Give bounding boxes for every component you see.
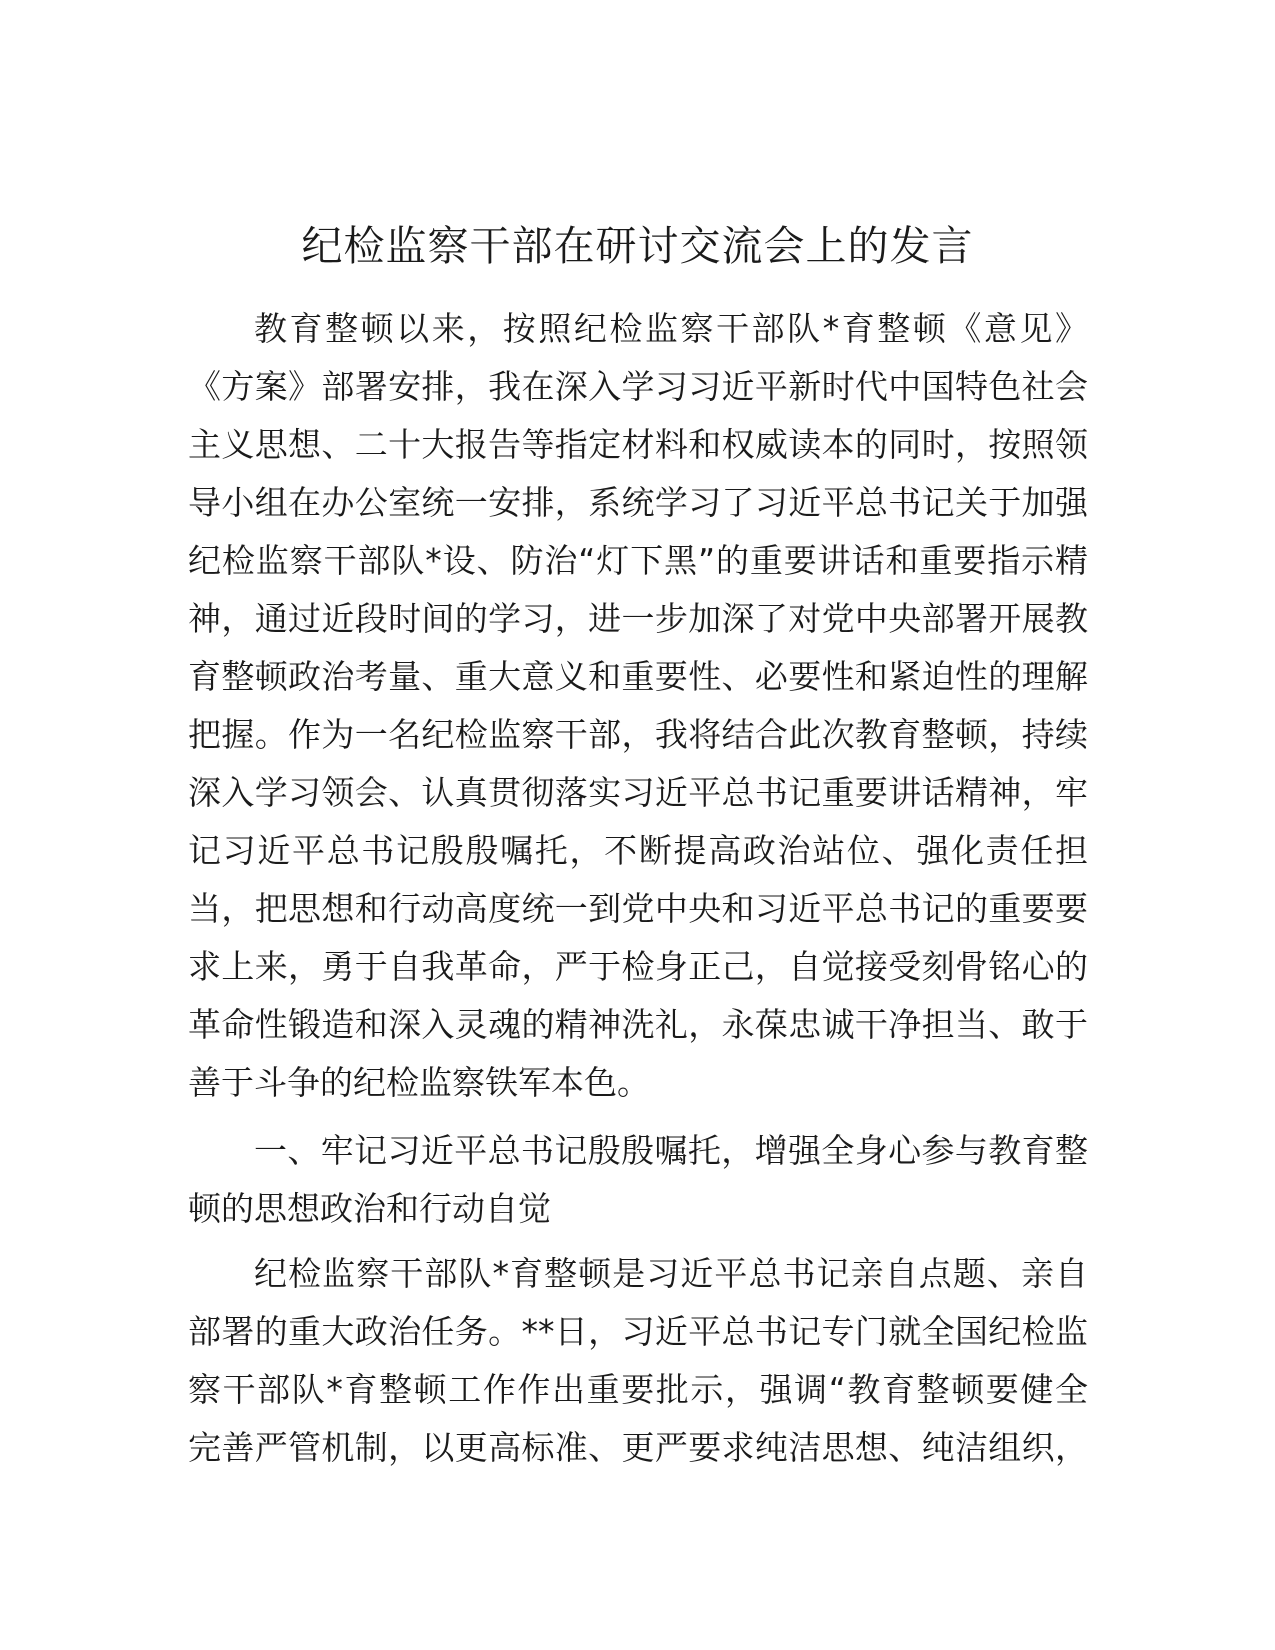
text-line: 育整顿政治考量、重大意义和重要性、必要性和紧迫性的理解 — [188, 657, 1088, 696]
text-line: 主义思想、二十大报告等指定材料和权威读本的同时，按照领 — [188, 425, 1088, 464]
text-line: 革命性锻造和深入灵魂的精神洗礼，永葆忠诚干净担当、敢于 — [188, 1005, 1088, 1044]
text-line: 善于斗争的纪检监察铁军本色。 — [188, 1063, 650, 1102]
document-title: 纪检监察干部在研讨交流会上的发言 — [301, 222, 974, 270]
text-line: 深入学习领会、认真贯彻落实习近平总书记重要讲话精神，牢 — [188, 773, 1088, 812]
text-line: 导小组在办公室统一安排，系统学习了习近平总书记关于加强 — [188, 483, 1088, 522]
text-line: 察干部队*育整顿工作作出重要批示，强调“教育整顿要健全 — [188, 1370, 1088, 1409]
text-line: 纪检监察干部队*设、防治“灯下黑”的重要讲话和重要指示精 — [188, 541, 1088, 580]
text-line: 当，把思想和行动高度统一到党中央和习近平总书记的重要要 — [188, 889, 1088, 928]
heading-line: 一、牢记习近平总书记殷殷嘱托，增强全身心参与教育整 — [254, 1131, 1088, 1170]
text-line: 求上来，勇于自我革命，严于检身正己，自觉接受刻骨铭心的 — [188, 947, 1088, 986]
text-line: 把握。作为一名纪检监察干部，我将结合此次教育整顿，持续 — [188, 715, 1088, 754]
heading-line: 顿的思想政治和行动自觉 — [188, 1189, 551, 1228]
text-line: 教育整顿以来，按照纪检监察干部队*育整顿《意见》 — [254, 309, 1088, 348]
text-line: 《方案》部署安排，我在深入学习习近平新时代中国特色社会 — [188, 367, 1088, 406]
text-line: 纪检监察干部队*育整顿是习近平总书记亲自点题、亲自 — [254, 1254, 1088, 1293]
text-line: 完善严管机制，以更高标准、更严要求纯洁思想、纯洁组织， — [188, 1428, 1088, 1467]
text-line: 部署的重大政治任务。**日，习近平总书记专门就全国纪检监 — [188, 1312, 1088, 1351]
paragraph-section-1 — [188, 1245, 1088, 1477]
text-line: 神，通过近段时间的学习，进一步加深了对党中央部署开展教 — [188, 599, 1088, 638]
section-heading-1 — [188, 1122, 1088, 1238]
text-line: 记习近平总书记殷殷嘱托，不断提高政治站位、强化责任担 — [188, 831, 1088, 870]
paragraph-intro — [188, 300, 1088, 1112]
